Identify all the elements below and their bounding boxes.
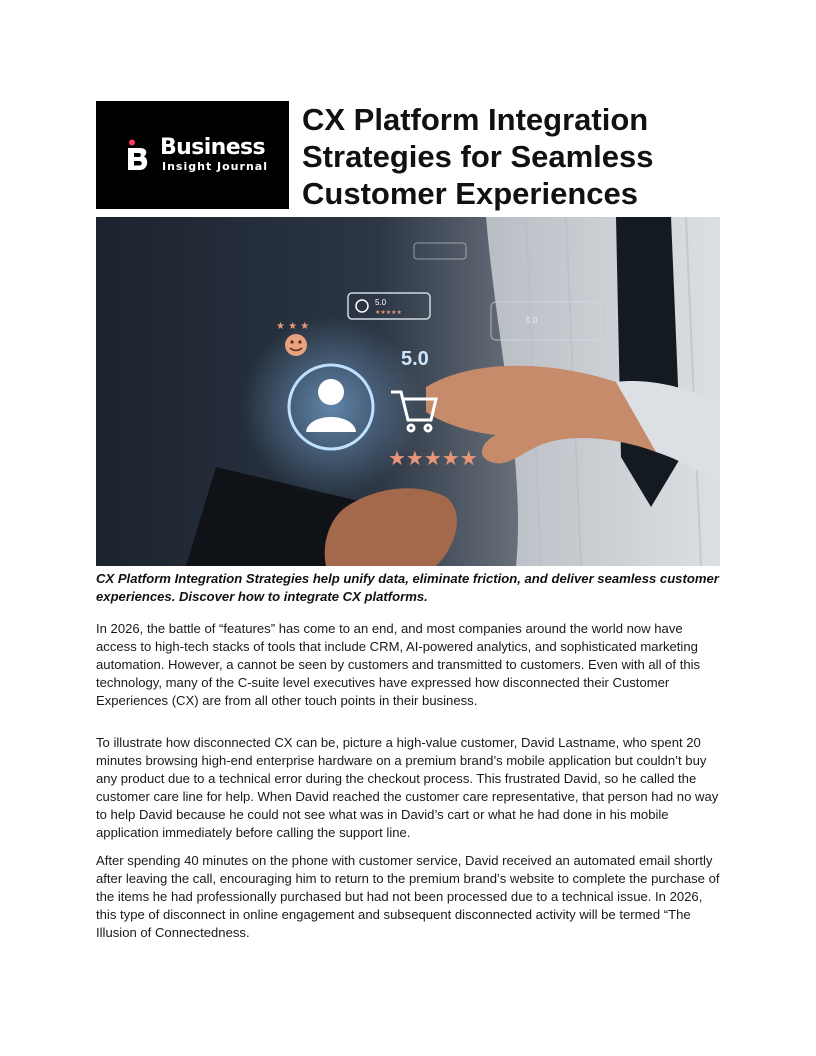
article-title: CX Platform Integration Strategies for Seamless Customer Experiences [302,102,654,211]
star-rating-icon [388,446,478,470]
svg-text:★★★★★: ★★★★★ [375,309,402,316]
bubble-rating-2: 5.0 [526,316,538,325]
glow-effect [241,317,421,497]
rating-value-large: 5.0 [401,348,429,370]
brand-logo [96,101,289,209]
article-paragraph: In 2026, the battle of “features” has come to an end, and most companies around the world now have access to high-tech stacks of tools that include CRM, AI-powered analytics, and sophisticated marketing automation. However, a cannot be seen by customers and transmitted to customers. Even with all of this technology, many of the C-suite level executives have expressed how disconnected their Customer Experiences (CX) are from all other touch points in their business. [96,621,701,708]
svg-text:★ ★ ★: ★ ★ ★ [276,321,310,332]
brand-b-icon [126,139,152,173]
bubble-rating-1: 5.0 [375,298,387,307]
image-caption: CX Platform Integration Strategies help unify data, eliminate friction, and deliver seamless customer experiences. Discover how to integrate CX platforms. [96,571,719,604]
brand-name: Business [160,135,266,160]
svg-text:★★★★★: ★★★★★ [388,446,478,470]
hero-image [96,217,720,566]
hero-illustration [96,217,720,566]
article-paragraph: To illustrate how disconnected CX can be, picture a high-value customer, David Lastname, who spent 20 minutes browsing high-end enterprise hardware on a premium brand’s mobile application but couldn’t buy any product due to a technical error during the checkout process. This frustrated David, so he called the customer care line for help. When David reached the customer care representative, that person had no way to help David because he could not see what was in David’s cart or what he had done in his mobile application immediately before calling the support line. [96,735,719,840]
article-paragraph: After spending 40 minutes on the phone with customer service, David received an automated email shortly after leaving the call, encouraging him to return to the premium brand’s website to complete the purchase of the items he had professionally purchased but had not been processed due to a technical issue. In 2026, this type of disconnect in online engagement and subsequent disconnected activity will be termed “The Illusion of Connectedness. [96,853,720,940]
brand-subtitle: Insight Journal [162,160,268,173]
